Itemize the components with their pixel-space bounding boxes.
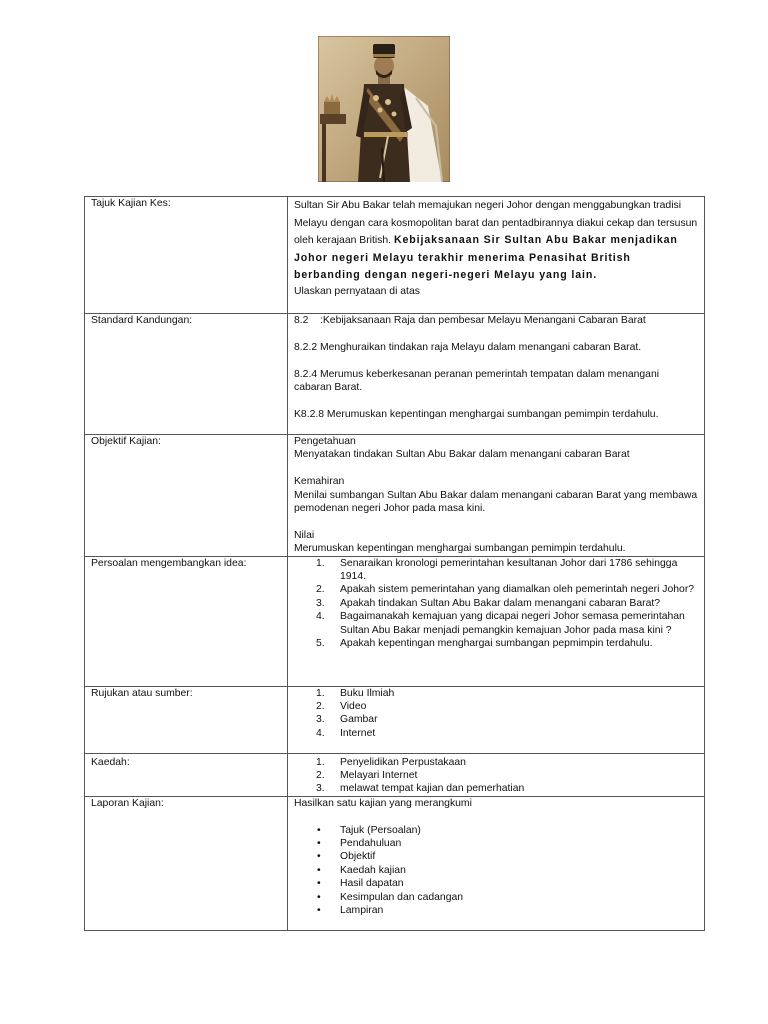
- list-item: [294, 713, 698, 726]
- standard-item: K8.2.8 Merumuskan kepentingan menghargai sumbangan pemimpin terdahulu.: [294, 408, 659, 420]
- bullet-icon: •: [317, 905, 321, 917]
- tajuk-text: Sultan Sir Abu Bakar telah memajukan negeri Johor dengan menggabungkan tradisi Melayu dengan cara kosmopolitan barat dan pentadbirannya diakui cekap dan tersusun oleh kerajaan British.: [294, 200, 698, 246]
- item-text: Kesimpulan dan cadangan: [340, 891, 464, 903]
- standard-item: 8.2.4 Merumus keberkesanan peranan pemerintah tempatan dalam menangani cabaran Barat.: [294, 368, 660, 393]
- item-number: 4.: [316, 727, 325, 739]
- tajuk-bold-text: Kebijaksanaan Sir Sultan Abu Bakar menjadikan Johor negeri Melayu terakhir menerima Penasihat British berbanding dengan negeri-negeri Melayu yang lain.: [294, 234, 678, 281]
- item-number: 3.: [316, 783, 325, 795]
- standard-item: 8.2.2 Menghuraikan tindakan raja Melayu dalam menangani cabaran Barat.: [294, 341, 642, 353]
- item-text: Melayari Internet: [340, 770, 418, 782]
- item-text: Lampiran: [340, 905, 384, 917]
- item-number: 3.: [316, 714, 325, 726]
- item-number: 1.: [316, 687, 325, 699]
- list-item: [294, 891, 698, 904]
- rujukan-list: [294, 687, 698, 741]
- row-content: [288, 753, 705, 796]
- list-item: [294, 864, 698, 877]
- item-number: 2.: [316, 701, 325, 713]
- list-item: [294, 687, 698, 700]
- objektif-heading: Pengetahuan: [294, 436, 356, 447]
- sultan-portrait: [318, 36, 450, 182]
- item-number: 2.: [316, 584, 325, 596]
- list-item: [294, 583, 698, 596]
- laporan-intro: Hasilkan satu kajian yang merangkumi: [294, 797, 472, 809]
- item-text: Senaraikan kronologi pemerintahan kesultanan Johor dari 1786 sehingga 1914.: [340, 557, 678, 583]
- list-item: [294, 597, 698, 610]
- item-number: 4.: [316, 611, 325, 623]
- row-label: Tajuk Kajian Kes:: [85, 197, 288, 314]
- item-text: Penyelidikan Perpustakaan: [340, 756, 466, 768]
- bullet-icon: •: [317, 824, 321, 836]
- list-item: [294, 824, 698, 837]
- item-text: Buku Ilmiah: [340, 687, 395, 699]
- objektif-text: Menilai sumbangan Sultan Abu Bakar dalam menangani cabaran Barat yang membawa pemodenan negeri Johor pada masa kini.: [294, 489, 698, 515]
- item-text: Tajuk (Persoalan): [340, 824, 421, 836]
- bullet-icon: •: [317, 838, 321, 850]
- list-item: [294, 756, 698, 769]
- objektif-text: Menyatakan tindakan Sultan Abu Bakar dalam menangani cabaran Barat: [294, 449, 630, 461]
- row-objektif: [85, 435, 705, 557]
- row-rujukan: [85, 686, 705, 753]
- item-text: Apakah kepentingan menghargai sumbangan pepmimpin terdahulu.: [340, 638, 653, 650]
- list-item: [294, 850, 698, 863]
- list-item: [294, 782, 698, 795]
- row-label: Rujukan atau sumber:: [85, 686, 288, 753]
- row-label: Laporan Kajian:: [85, 796, 288, 930]
- item-number: 1.: [316, 756, 325, 768]
- item-text: Apakah sistem pemerintahan yang diamalkan oleh pemerintah negeri Johor?: [340, 584, 695, 596]
- bullet-icon: •: [317, 878, 321, 890]
- row-persoalan: [85, 556, 705, 686]
- list-item: [294, 877, 698, 890]
- item-text: Internet: [340, 727, 376, 739]
- persoalan-list: [294, 557, 698, 651]
- tajuk-note: Ulaskan pernyataan di atas: [294, 285, 420, 297]
- objektif-heading: Kemahiran: [294, 476, 345, 488]
- objektif-heading: Nilai: [294, 529, 315, 541]
- row-content: [288, 314, 705, 435]
- objektif-text: Merumuskan kepentingan menghargai sumbangan pemimpin terdahulu.: [294, 543, 626, 555]
- list-item: [294, 700, 698, 713]
- item-text: Video: [340, 701, 367, 713]
- item-text: melawat tempat kajian dan pemerhatian: [340, 783, 525, 795]
- row-label: Persoalan mengembangkan idea:: [85, 556, 288, 686]
- row-kaedah: [85, 753, 705, 796]
- case-study-table: [84, 196, 705, 931]
- list-item: [294, 904, 698, 917]
- row-content: [288, 435, 705, 557]
- list-item: [294, 557, 698, 584]
- list-item: [294, 610, 698, 637]
- row-tajuk: [85, 197, 705, 314]
- bullet-icon: •: [317, 864, 321, 876]
- row-laporan: [85, 796, 705, 930]
- bullet-icon: •: [317, 891, 321, 903]
- row-content: [288, 796, 705, 930]
- item-text: Gambar: [340, 714, 378, 726]
- laporan-list: [294, 824, 698, 918]
- item-text: Bagaimanakah kemajuan yang dicapai negeri Johor semasa pemerintahan Sultan Abu Bakar menjadi pemangkin kemajuan Johor pada masa kini ?: [340, 611, 685, 636]
- sultan-portrait-photo: [318, 36, 450, 182]
- list-item: [294, 837, 698, 850]
- row-standard: [85, 314, 705, 435]
- item-text: Kaedah kajian: [340, 864, 406, 876]
- row-content: [288, 197, 705, 314]
- row-label: Objektif Kajian:: [85, 435, 288, 557]
- row-content: [288, 686, 705, 753]
- item-number: 3.: [316, 597, 325, 609]
- item-text: Objektif: [340, 851, 376, 863]
- item-text: Pendahuluan: [340, 838, 402, 850]
- list-item: [294, 769, 698, 782]
- row-content: [288, 556, 705, 686]
- kaedah-list: [294, 756, 698, 796]
- item-text: Apakah tindakan Sultan Abu Bakar dalam menangani cabaran Barat?: [340, 597, 661, 609]
- list-item: [294, 637, 698, 650]
- row-label: Kaedah:: [85, 753, 288, 796]
- item-text: Hasil dapatan: [340, 878, 404, 890]
- item-number: 2.: [316, 770, 325, 782]
- bullet-icon: •: [317, 851, 321, 863]
- row-label: Standard Kandungan:: [85, 314, 288, 435]
- list-item: [294, 727, 698, 740]
- item-number: 5.: [316, 638, 325, 650]
- standard-item: 8.2 :Kebijaksanaan Raja dan pembesar Melayu Menangani Cabaran Barat: [294, 315, 646, 326]
- item-number: 1.: [316, 557, 325, 569]
